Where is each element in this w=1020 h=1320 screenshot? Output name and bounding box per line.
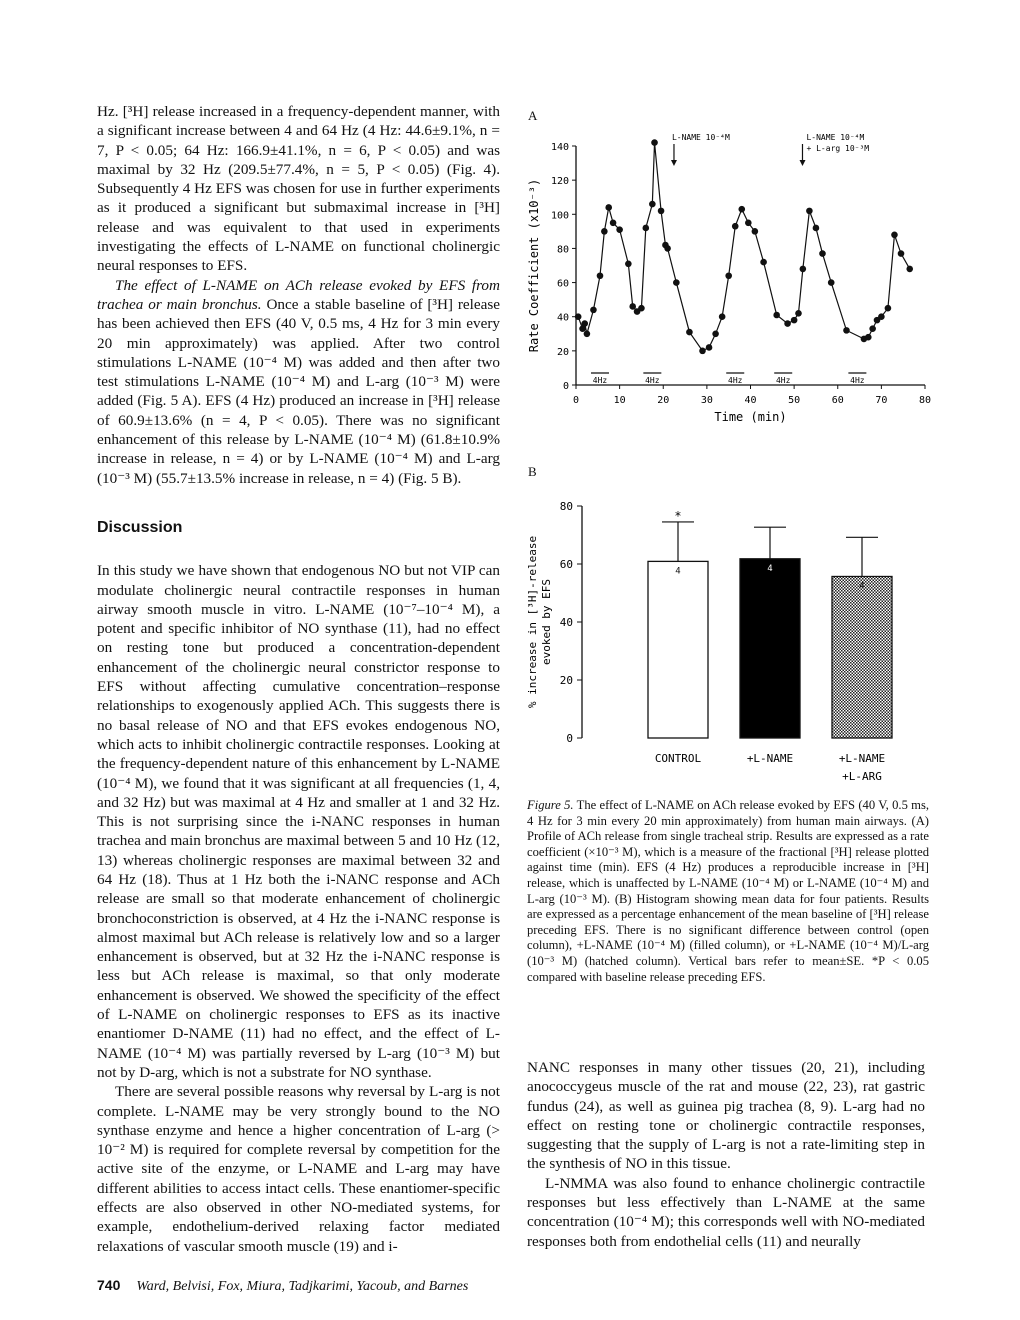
data-point	[819, 250, 826, 257]
y-tick-label: 0	[562, 381, 569, 392]
data-point	[719, 313, 726, 320]
data-point	[651, 139, 658, 146]
y-tick-label: 40	[556, 312, 569, 324]
data-point	[738, 206, 745, 213]
stimulation-label: 4Hz	[592, 376, 608, 385]
data-point	[712, 330, 719, 337]
running-authors: Ward, Belvisi, Fox, Miura, Tadjkarimi, Yacoub, and Barnes	[136, 1279, 469, 1294]
x-tick-label: 0	[572, 395, 580, 406]
data-point	[891, 231, 898, 238]
data-point	[610, 220, 617, 227]
y-axis-title: % increase in [³H]-release	[526, 535, 539, 709]
data-point	[906, 266, 913, 273]
category-label: +L-NAME	[746, 752, 794, 765]
arrow-down-icon	[799, 160, 805, 166]
data-point	[828, 279, 835, 286]
figure-5b-chart	[520, 488, 940, 793]
y-tick-label: 100	[550, 210, 569, 222]
line-chart-rate-coefficient	[520, 120, 940, 440]
data-point	[795, 310, 802, 317]
panel-label-a: A	[528, 108, 538, 123]
y-tick-label: 120	[550, 176, 569, 188]
category-label: +L-ARG	[842, 770, 882, 783]
data-point	[649, 201, 656, 208]
paragraph-lname-ach-release	[97, 276, 500, 488]
data-point	[597, 272, 604, 279]
data-point	[575, 313, 582, 320]
x-tick-label: 30	[700, 395, 713, 406]
data-point	[686, 329, 693, 336]
data-point	[706, 344, 713, 351]
data-point	[638, 305, 645, 312]
data-point	[673, 279, 680, 286]
left-column	[97, 102, 500, 1256]
x-tick-label: 70	[875, 395, 888, 406]
significance-marker: *	[674, 508, 682, 523]
data-point	[773, 312, 780, 319]
x-tick-label: 10	[613, 395, 626, 406]
paragraph-discussion-1: In this study we have shown that endogenous NO but not VIP can modulate cholinergic neural contractile responses in human airway smooth muscle in vitro. L-NAME (10⁻⁷–10⁻⁴ M), a potent and specific inhibitor of NO synthase (11), had no effect on resting tone but produced a concentration-dependent enhancement of the cholinergic neural constrictor response to EFS without affecting cumulative concentration–response relationships to exogenously applied ACh. This suggests there is no basal release of NO and that EFS evokes endogenous NO, which acts to inhibit cholinergic contractile responses. Looking at the frequency-dependent nature of this enhancement by L-NAME (10⁻⁴ M), we found that it was significant at all frequencies (1, 4, and 32 Hz) but was maximal at 4 Hz and smaller at 1 and 32 Hz. This is not surprising since the i-NANC responses in human trachea and main bronchus are maximal between 5 and 10 Hz (12, 13) whereas cholinergic responses are maximal between 32 and 64 Hz (18). Thus at 1 Hz both the i-NANC response and ACh release are small so that moderate enhancement of cholinergic bronchoconstriction is observed, at 4 Hz the i-NANC response is almost maximal but ACh release is relatively low and so a larger enhancement is observed, but at 32 Hz the i-NANC response is less but ACh release is maximal, so that only moderate enhancement is observed. We showed the specificity of the effect of L-NAME on cholinergic responses to EFS as its inactive enantiomer D-NAME (11) had no effect, and the effect of L-NAME (10⁻⁴ M) was partially reversed by L-arg (10⁻³ M) but not by D-arg, which is not a substrate for NO synthase.	[97, 562, 500, 1081]
series-line	[578, 143, 910, 351]
data-point	[800, 266, 807, 273]
data-point	[590, 307, 597, 314]
data-point	[784, 320, 791, 327]
stimulation-label: 4Hz	[775, 376, 791, 385]
bar	[648, 561, 708, 738]
y-tick-label: 0	[566, 732, 573, 745]
y-tick-label: 80	[556, 244, 569, 256]
stimulation-label: 4Hz	[728, 376, 743, 385]
section-heading-discussion: Discussion	[97, 518, 183, 536]
bar-n-label: 4	[859, 581, 865, 592]
paragraph-right-2: L-NMMA was also found to enhance cholinergic contractile responses but less effectively than L-NAME at the same concentration (10⁻⁴ M); this corresponds well with NO-mediated responses both from endothelial cells (11) and neurally	[527, 1174, 925, 1250]
panel-label-b: B	[528, 464, 537, 479]
page-footer	[97, 1277, 468, 1295]
data-point	[843, 327, 850, 334]
y-tick-label: 140	[550, 142, 569, 153]
x-tick-label: 20	[657, 395, 670, 406]
data-point	[725, 272, 732, 279]
data-point	[581, 320, 588, 327]
y-tick-label: 20	[559, 674, 573, 687]
data-point	[791, 317, 798, 324]
y-tick-label: 60	[559, 558, 573, 571]
paragraph-body: Once a stable baseline of [³H] release has been achieved then EFS (40 V, 0.5 ms, 4 Hz for 3 min every 20 min approximately) was applied. After two control stimulations L-NAME (10⁻⁴ M) was added and then after two test stimulations L-NAME (10⁻⁴ M) and L-arg (10⁻³ M) were added (Fig. 5 A). EFS (4 Hz) produced an increase in [³H] release of 60.9±13.6% (n = 4, P < 0.05). There was no significant enhancement of this release by L-NAME (10⁻⁴ M) (61.8±10.9% increase in release, n = 4) or by L-NAME (10⁻⁴ M) and L-arg (10⁻³ M) (55.7±13.5% increase in release, n = 4) (Fig. 5 B).	[97, 295, 500, 487]
annotation-lname-2: L-NAME 10⁻⁴M	[806, 133, 865, 142]
bar-n-label: 4	[767, 563, 773, 574]
bar	[832, 576, 892, 738]
data-point	[658, 208, 665, 215]
data-point	[625, 260, 632, 267]
x-tick-label: 60	[831, 395, 844, 406]
data-point	[643, 225, 650, 232]
bar	[740, 559, 800, 738]
data-point	[813, 225, 820, 232]
y-tick-label: 80	[559, 500, 573, 513]
paragraph-right-1: NANC responses in many other tissues (20, 21), including anococcygeus muscle of the rat and mouse (22, 23), rat gastric fundus (24), as well as guinea pig trachea (8, 9). L-arg had no effect on resting tone or cholinergic contractile responses, suggesting that the supply of L-arg is not a rate-limiting step in the synthesis of NO in this tissue.	[527, 1059, 925, 1173]
x-tick-label: 40	[744, 395, 757, 406]
stimulation-label: 4Hz	[850, 376, 865, 385]
paragraph-run-in-title: The effect of L-NAME on ACh release evoked by EFS from trachea or main bronchus.	[97, 276, 500, 313]
caption-label: Figure 5.	[527, 798, 574, 812]
arrow-down-icon	[671, 160, 677, 166]
stimulation-label: 4Hz	[645, 376, 660, 385]
figure-5a-chart	[520, 120, 940, 445]
x-tick-label: 80	[918, 395, 932, 406]
data-point	[885, 305, 892, 312]
bar-chart-ach-release	[520, 488, 940, 788]
data-point	[732, 223, 739, 230]
data-point	[745, 220, 752, 227]
data-point	[865, 334, 872, 341]
page-number: 740	[97, 1277, 121, 1293]
data-point	[760, 259, 767, 266]
data-point	[616, 226, 623, 233]
data-point	[699, 348, 706, 355]
annotation-lname: L-NAME 10⁻⁴M	[671, 133, 730, 142]
data-point	[584, 330, 591, 337]
data-point	[629, 303, 636, 310]
annotation-larg: + L-arg 10⁻³M	[806, 144, 870, 153]
data-point	[806, 208, 813, 215]
data-point	[605, 204, 612, 211]
y-tick-label: 60	[556, 278, 569, 290]
x-axis-title: Time (min)	[714, 410, 787, 424]
x-tick-label: 50	[788, 395, 801, 406]
y-tick-label: 40	[559, 616, 573, 629]
figure-caption	[527, 798, 929, 985]
data-point	[898, 250, 905, 257]
caption-text: The effect of L-NAME on ACh release evoked by EFS (40 V, 0.5 ms, 4 Hz for 3 min every 20 min approximately) from human main airways. (A) Profile of ACh release from single tracheal strip. Results are expressed as a rate coefficient (×10⁻³ M), which is a measure of the fractional [³H] release plotted against time (min). EFS (4 Hz) produces a reproducible increase in [³H] release, which is unaffected by L-NAME (10⁻⁴ M) or L-NAME (10⁻⁴ M) and L-arg (10⁻³ M). (B) Histogram showing mean data for four patients. Results are expressed as a percentage enhancement of the mean baseline of [³H] release preceding EFS. There is no significant difference between control (open column), +L-NAME (10⁻⁴ M) (filled column), or +L-NAME (10⁻⁴ M)/L-arg (10⁻³ M) (hatched column). Vertical bars refer to mean±SE. *P < 0.05 compared with baseline release preceding EFS.	[527, 798, 930, 984]
data-point	[601, 228, 608, 235]
paragraph-results-frequency: Hz. [³H] release increased in a frequency-dependent manner, with a significant increase between 4 and 64 Hz (4 Hz: 44.6±9.1%, n = 7, P < 0.05; 64 Hz: 166.9±41.1%, n = 6, P < 0.05) and was maximal by 32 Hz (209.5±77.4%, n = 5, P < 0.05) (Fig. 4). Subsequently 4 Hz EFS was chosen for use in further experiments as it produced a significant but submaximal increase in [³H] release and was equivalent to that used in experiments investigating the effects of L-NAME on functional cholinergic neural responses to EFS.	[97, 103, 500, 275]
data-point	[664, 245, 671, 252]
data-point	[869, 325, 876, 332]
y-axis-title: Rate Coefficient (x10⁻³)	[527, 178, 541, 353]
y-axis-title-line-2: evoked by EFS	[540, 578, 553, 666]
data-point	[878, 313, 885, 320]
category-label: CONTROL	[654, 752, 702, 765]
category-label: +L-NAME	[838, 752, 886, 765]
data-point	[752, 228, 759, 235]
bar-n-label: 4	[675, 566, 681, 577]
y-tick-label: 20	[556, 346, 569, 358]
paragraph-discussion-2: There are several possible reasons why reversal by L-arg is not complete. L-NAME may be very strongly bound to the NO synthase enzyme and hence a higher concentration of L-arg (> 10⁻² M) is required for complete reversal by competition for the active site of the enzyme, or L-NAME and L-arg may have different abilities to access intact cells. These enantiomer-specific effects are also observed in other NO-mediated systems, for example, endothelium-derived relaxing factor mediated relaxations of vascular smooth muscle (19) and i-	[97, 1083, 500, 1255]
right-column	[527, 1058, 925, 1251]
